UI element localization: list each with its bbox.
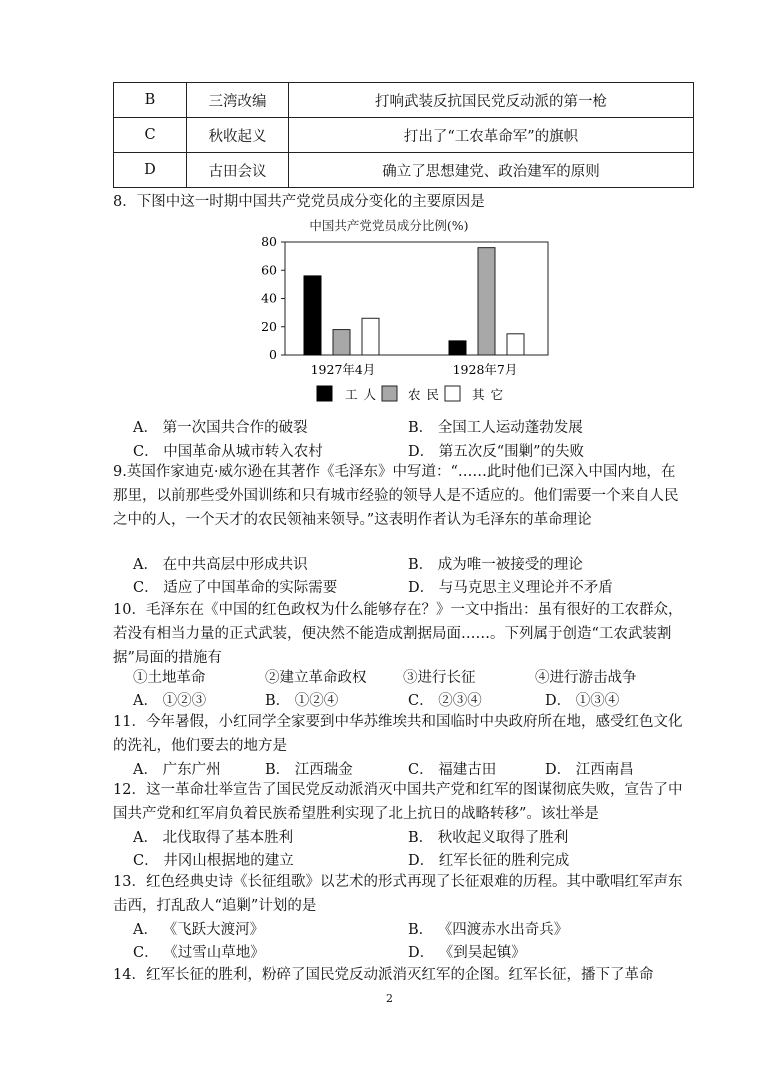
bar-others-1 <box>507 334 524 355</box>
table-cell-meaning: 打出了“工农革命军”的旗帜 <box>289 118 694 153</box>
q11-option-a[interactable]: A． 广东广州 <box>133 762 221 778</box>
table-cell-event: 古田会议 <box>187 153 289 188</box>
q8-option-a[interactable]: A． 第一次国共合作的破裂 <box>133 420 308 436</box>
page-number: 2 <box>386 992 393 1005</box>
bar-workers-0 <box>304 276 321 355</box>
q8-option-b[interactable]: B． 全国工人运动蓬勃发展 <box>408 420 583 436</box>
bar-peasants-1 <box>478 248 495 355</box>
q9-stem: 9.英国作家迪克·威尔逊在其著作《毛泽东》中写道：“……此时他们已深入中国内地，在那里，以前那些受外国训练和只有城市经验的领导人是不适应的。他们需要一个来自人民之中的人，一个天才的农民领袖来领导。”这表明作者认为毛泽东的革命理论 <box>113 464 679 528</box>
q14-stem: 14．红军长征的胜利，粉碎了国民党反动派消灭红军的企图。红军长征，播下了革命 <box>113 967 654 983</box>
table-cell-event: 秋收起义 <box>187 118 289 153</box>
q9-option-d[interactable]: D． 与马克思主义理论并不矛盾 <box>408 580 613 596</box>
table-cell-letter: D <box>114 153 187 188</box>
q9-option-a[interactable]: A． 在中共高层中形成共识 <box>133 557 308 573</box>
table-cell-meaning: 打响武装反抗国民党反动派的第一枪 <box>289 83 694 118</box>
q10-item-4: ④进行游击战争 <box>535 670 637 686</box>
q10-item-2: ②建立革命政权 <box>265 670 367 686</box>
q12-option-d[interactable]: D． 红军长征的胜利完成 <box>408 853 570 869</box>
q9-option-b[interactable]: B． 成为唯一被接受的理论 <box>408 557 583 573</box>
q12-stem: 12．这一革命壮举宣告了国民党反动派消灭中国共产党和红军的图谋彻底失败，宣告了中国共产党和红军肩负着民族希望胜利实现了北上抗日的战略转移”。该壮举是 <box>113 782 683 822</box>
q8-option-c[interactable]: C． 中国革命从城市转入农村 <box>133 444 323 460</box>
table-cell-letter: B <box>114 83 187 118</box>
legend-swatch-peasants <box>382 386 397 401</box>
q10-item-3: ③进行长征 <box>403 670 476 686</box>
x-tick-label: 1928年7月 <box>452 362 518 377</box>
q13-stem: 13．红色经典史诗《长征组歌》以艺术的形式再现了长征艰难的历程。其中歌唱红军声东击西，打乱敌人“追剿”计划的是 <box>113 874 683 914</box>
q11-stem: 11．今年暑假，小红同学全家要到中华苏维埃共和国临时中央政府所在地，感受红色文化的洗礼，他们要去的地方是 <box>113 714 683 754</box>
bar-workers-1 <box>449 341 466 355</box>
q10-option-d[interactable]: D． ①③④ <box>545 693 620 709</box>
table-cell-letter: C <box>114 118 187 153</box>
legend-label: 工人 <box>345 387 383 402</box>
y-tick-label: 20 <box>261 318 277 334</box>
table-cell-event: 三湾改编 <box>187 83 289 118</box>
legend-label: 其它 <box>472 387 510 402</box>
q12-option-a[interactable]: A． 北伐取得了基本胜利 <box>133 830 294 846</box>
q9-option-c[interactable]: C． 适应了中国革命的实际需要 <box>133 580 338 596</box>
q10-option-b[interactable]: B． ①②④ <box>265 693 339 709</box>
table-cell-meaning: 确立了思想建党、政治建军的原则 <box>289 153 694 188</box>
q10-option-c[interactable]: C． ②③④ <box>408 693 482 709</box>
q8-option-d[interactable]: D． 第五次反“围剿”的失败 <box>408 444 585 460</box>
q13-option-b[interactable]: B． 《四渡赤水出奇兵》 <box>408 922 569 938</box>
y-tick-label: 60 <box>261 262 277 278</box>
chart-title: 中国共产党党员成分比例(%) <box>309 218 469 233</box>
legend-label: 农民 <box>408 387 446 402</box>
legend-swatch-others <box>445 386 460 401</box>
q11-option-b[interactable]: B． 江西瑞金 <box>265 762 353 778</box>
q11-option-d[interactable]: D． 江西南昌 <box>545 762 634 778</box>
table-row <box>114 118 694 153</box>
y-tick-label: 40 <box>261 290 277 306</box>
q12-option-c[interactable]: C． 井冈山根据地的建立 <box>133 853 294 869</box>
options-table <box>113 82 694 188</box>
q11-option-c[interactable]: C． 福建古田 <box>408 762 497 778</box>
y-tick-label: 80 <box>261 234 277 249</box>
q13-option-d[interactable]: D． 《到吴起镇》 <box>408 945 526 961</box>
x-tick-label: 1927年4月 <box>310 362 376 377</box>
q10-item-1: ①土地革命 <box>133 670 206 686</box>
table-row <box>114 83 694 118</box>
y-tick-label: 0 <box>269 347 277 362</box>
legend <box>317 386 509 402</box>
bar-peasants-0 <box>333 330 350 355</box>
q13-option-a[interactable]: A． 《飞跃大渡河》 <box>133 922 265 938</box>
bar-others-0 <box>362 318 379 355</box>
membership-bar-chart <box>245 212 565 408</box>
legend-swatch-workers <box>317 386 332 401</box>
table-row <box>114 153 694 188</box>
q10-stem: 10．毛泽东在《中国的红色政权为什么能够存在？》一文中指出：虽有很好的工农群众，若没有相当力量的正式武装，便决然不能造成割据局面……。下列属于创造“工农武装割据”局面的措施有 <box>113 602 683 666</box>
q13-option-c[interactable]: C． 《过雪山草地》 <box>133 945 265 961</box>
q10-option-a[interactable]: A． ①②③ <box>133 693 207 709</box>
q12-option-b[interactable]: B． 秋收起义取得了胜利 <box>408 830 569 846</box>
q8-stem: 8．下图中这一时期中国共产党党员成分变化的主要原因是 <box>113 194 485 210</box>
